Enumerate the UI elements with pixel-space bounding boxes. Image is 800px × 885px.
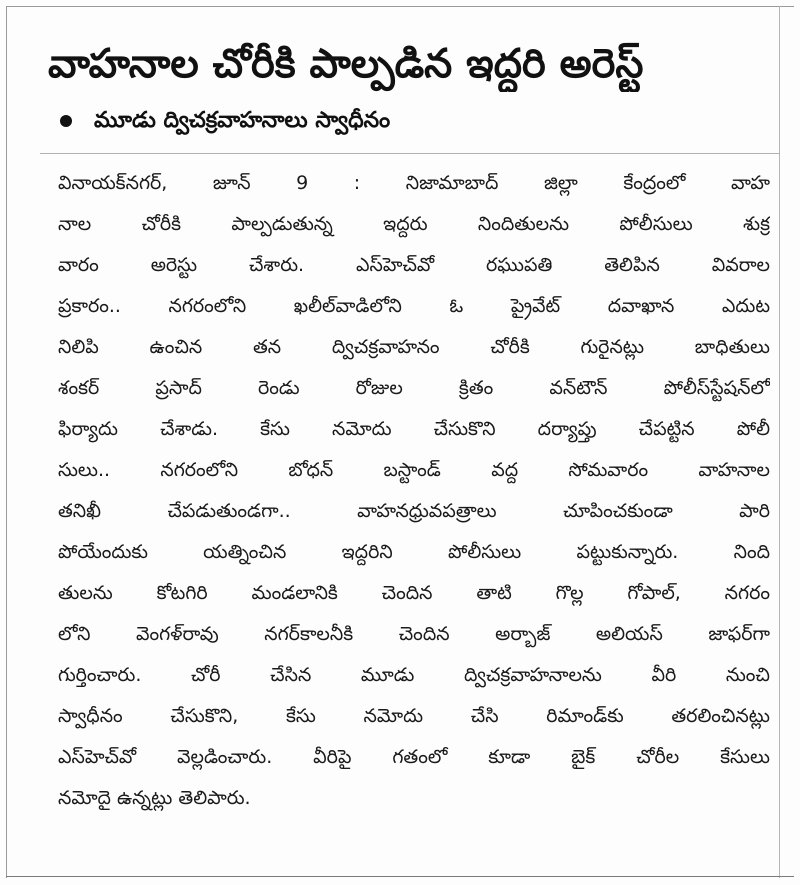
subheadline-text: మూడు ద్విచక్రవాహనాలు స్వాధీనం bbox=[94, 108, 391, 133]
body-line: ప్రకారం.. నగరంలోని ఖలీల్‌వాడిలోని ఓ ప్రైవేట్ దవాఖాన ఎదుట bbox=[58, 295, 770, 317]
body-line: తులను కోటగిరి మండలానికి చెందిన తాటి గొల్ల గోపాల్, నగరం bbox=[58, 582, 770, 604]
headline-divider bbox=[40, 153, 780, 154]
left-border bbox=[6, 6, 7, 878]
body-line: లోని వెంగళ్‌రావు నగర్‌కాలనీకి చెందిన అర్బాజ్ అలియస్ జాఫర్‌గా bbox=[58, 623, 770, 645]
body-line: ఎస్‌హెచ్‌వో వెల్లడించారు. వీరిపై గతంలో కూడా బైక్ చోరీల కేసులు bbox=[58, 746, 770, 768]
body-line: నిలిపి ఉంచిన తన ద్విచక్రవాహనం చోరీకి గురైనట్లు బాధితులు bbox=[58, 336, 770, 358]
bullet-icon bbox=[60, 115, 72, 127]
body-line: తనిఖీ చేపడుతుండగా.. వాహనధ్రువపత్రాలు చూపించకుండా పారి bbox=[58, 500, 770, 522]
body-line: ఫిర్యాదు చేశాడు. కేసు నమోదు చేసుకొని దర్యాప్తు చేపట్టిన పోలీ bbox=[58, 418, 770, 440]
body-line: నమోదై ఉన్నట్లు తెలిపారు. bbox=[58, 787, 251, 809]
top-border bbox=[6, 6, 794, 7]
body-line: సులు.. నగరంలోని బోధన్ బస్టాండ్ వద్ద సోమవారం వాహనాల bbox=[58, 459, 770, 481]
body-line: నాల చోరీకి పాల్పడుతున్న ఇద్దరు నిందితులను పోలీసులు శుక్ర bbox=[58, 213, 770, 235]
right-border bbox=[779, 6, 780, 878]
body-line: గుర్తించారు. చోరీ చేసిన మూడు ద్విచక్రవాహనాలను వీరి నుంచి bbox=[58, 664, 770, 686]
body-line: పోయేందుకు యత్నించిన ఇద్దరిని పోలీసులు పట్టుకున్నారు. నింది bbox=[58, 541, 770, 563]
article-body bbox=[58, 163, 770, 819]
bottom-border bbox=[6, 876, 794, 877]
article-headline: వాహనాల చోరీకి పాల్పడిన ఇద్దరి అరెస్ట్ bbox=[48, 41, 644, 87]
body-line: వారం అరెస్టు చేశారు. ఎస్‌హెచ్‌వో రఘుపతి తెలిపిన వివరాల bbox=[58, 254, 770, 276]
body-line: స్వాధీనం చేసుకొని, కేసు నమోదు చేసి రిమాండ్‌కు తరలించినట్లు bbox=[58, 705, 770, 727]
body-line: శంకర్ ప్రసాద్ రెండు రోజుల క్రితం వన్‌టౌన్ పోలీస్‌స్టేషన్‌లో bbox=[58, 377, 770, 399]
article-subheadline bbox=[60, 104, 760, 138]
body-line: వినాయక్‌నగర్, జూన్ 9 : నిజామాబాద్ జిల్లా కేంద్రంలో వాహ bbox=[58, 172, 770, 194]
